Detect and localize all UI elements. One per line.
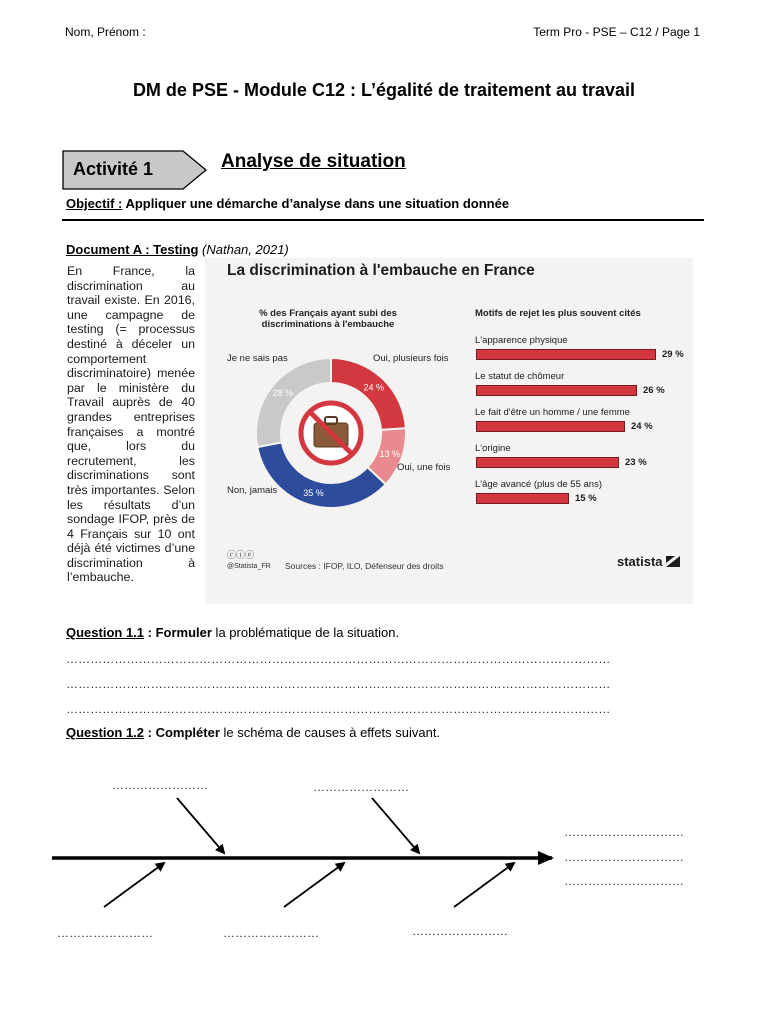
activity-label: Activité 1 bbox=[73, 159, 154, 179]
statista-logo-icon bbox=[666, 556, 680, 567]
statista-logo-text: statista bbox=[617, 554, 663, 569]
bar-category-label: L'origine bbox=[475, 443, 511, 454]
bar-value-label: 15 % bbox=[575, 493, 597, 504]
question-text: le schéma de causes à effets suivant. bbox=[219, 725, 441, 740]
donut-value-label: 24 % bbox=[363, 382, 385, 393]
cause-field-top-left[interactable]: …………………… bbox=[112, 778, 208, 792]
question-verb: Formuler bbox=[155, 625, 212, 640]
page-title: DM de PSE - Module C12 : L’égalité de traitement au travail bbox=[132, 80, 636, 100]
bar bbox=[476, 421, 625, 432]
bar bbox=[476, 385, 637, 396]
infographic-sources: Sources : IFOP, ILO, Défenseur des droits bbox=[285, 561, 444, 571]
question-number: Question 1.1 bbox=[66, 625, 145, 640]
activity-tag bbox=[62, 150, 212, 197]
cause-arrow-bottom-1 bbox=[104, 863, 164, 907]
bar-value-label: 29 % bbox=[662, 349, 684, 360]
section-title: Analyse de situation bbox=[221, 151, 406, 172]
cc-license-icons: ⓒⓘⓔ bbox=[227, 550, 255, 560]
answer-line[interactable]: ……………………………………………………………………………………………………………………… bbox=[66, 677, 611, 691]
cause-field-top-right[interactable]: …………………… bbox=[313, 780, 409, 794]
bar-chart-title: Motifs de rejet les plus souvent cités bbox=[475, 308, 641, 319]
document-heading bbox=[66, 242, 289, 257]
bar-category-label: Le statut de chômeur bbox=[475, 371, 565, 382]
cause-field-bottom-right[interactable]: …………………… bbox=[412, 924, 508, 938]
bar-value-label: 26 % bbox=[643, 385, 665, 396]
donut-legend-label: Oui, plusieurs fois bbox=[373, 353, 449, 364]
header-name-field: Nom, Prénom : bbox=[65, 25, 146, 39]
bar bbox=[476, 349, 656, 360]
bar-value-label: 23 % bbox=[625, 457, 647, 468]
effect-field-3[interactable]: ………………………… bbox=[564, 874, 684, 888]
donut-value-label: 35 % bbox=[303, 488, 324, 499]
bar-value-label: 24 % bbox=[631, 421, 653, 432]
donut-legend-label: Oui, une fois bbox=[397, 462, 451, 473]
infographic-title: La discrimination à l'embauche en France bbox=[227, 262, 535, 279]
question-1-1 bbox=[66, 625, 399, 640]
cause-arrow-bottom-3 bbox=[454, 863, 514, 907]
donut-chart-title: % des Français ayant subi des discriminations à l'embauche bbox=[259, 308, 397, 330]
document-label: Document A : Testing bbox=[66, 242, 199, 257]
document-source: (Nathan, 2021) bbox=[202, 242, 289, 257]
cause-arrow-bottom-2 bbox=[284, 863, 344, 907]
effect-field-1[interactable]: ………………………… bbox=[564, 825, 684, 839]
objective-label: Objectif : bbox=[66, 196, 123, 211]
cause-arrow-top-2 bbox=[372, 798, 419, 853]
infographic bbox=[205, 258, 693, 604]
donut-value-label: 13 % bbox=[379, 449, 401, 460]
bar-category-label: L'apparence physique bbox=[475, 335, 568, 346]
document-text: En France, la discrimination au travail existe. En 2016, une campagne de testing (= processus destiné à déceler un comportement discriminatoire) menée par le ministère du Travail auprès de 40 grandes entreprises françaises a montré que, lors du recrutement, les discriminations sont très importantes. Selon les résultats d’un sondage IFOP, près de 4 Français sur 10 ont déjà été victimes d’une discrimination à l’embauche. bbox=[67, 264, 195, 585]
question-sep: : bbox=[144, 725, 156, 740]
bar bbox=[476, 457, 619, 468]
answer-line[interactable]: ……………………………………………………………………………………………………………………… bbox=[66, 652, 611, 666]
objective-text: Appliquer une démarche d’analyse dans une situation donnée bbox=[122, 196, 510, 211]
answer-line[interactable]: ……………………………………………………………………………………………………………………… bbox=[66, 702, 611, 716]
cause-arrow-top-1 bbox=[177, 798, 224, 853]
infographic-credit: @Statista_FR bbox=[227, 563, 271, 570]
header-course-page: Term Pro - PSE – C12 / Page 1 bbox=[533, 25, 700, 39]
question-text: la problématique de la situation. bbox=[211, 625, 400, 640]
bar-category-label: L'âge avancé (plus de 55 ans) bbox=[475, 479, 602, 490]
cause-field-bottom-left[interactable]: …………………… bbox=[57, 926, 153, 940]
bar-category-label: Le fait d'être un homme / une femme bbox=[475, 407, 630, 418]
objective bbox=[66, 196, 509, 211]
statista-logo bbox=[617, 554, 680, 569]
donut-legend-label: Non, jamais bbox=[227, 485, 278, 496]
question-1-2 bbox=[66, 725, 440, 740]
cause-field-bottom-mid[interactable]: …………………… bbox=[223, 926, 319, 940]
donut-value-label: 28 % bbox=[272, 388, 294, 399]
question-number: Question 1.2 bbox=[66, 725, 145, 740]
bar bbox=[476, 493, 569, 504]
question-verb: Compléter bbox=[155, 725, 220, 740]
divider bbox=[62, 219, 704, 221]
question-sep: : bbox=[144, 625, 156, 640]
no-briefcase-icon bbox=[301, 403, 361, 463]
effect-field-2[interactable]: ………………………… bbox=[564, 850, 684, 864]
donut-legend-label: Je ne sais pas bbox=[227, 353, 288, 364]
